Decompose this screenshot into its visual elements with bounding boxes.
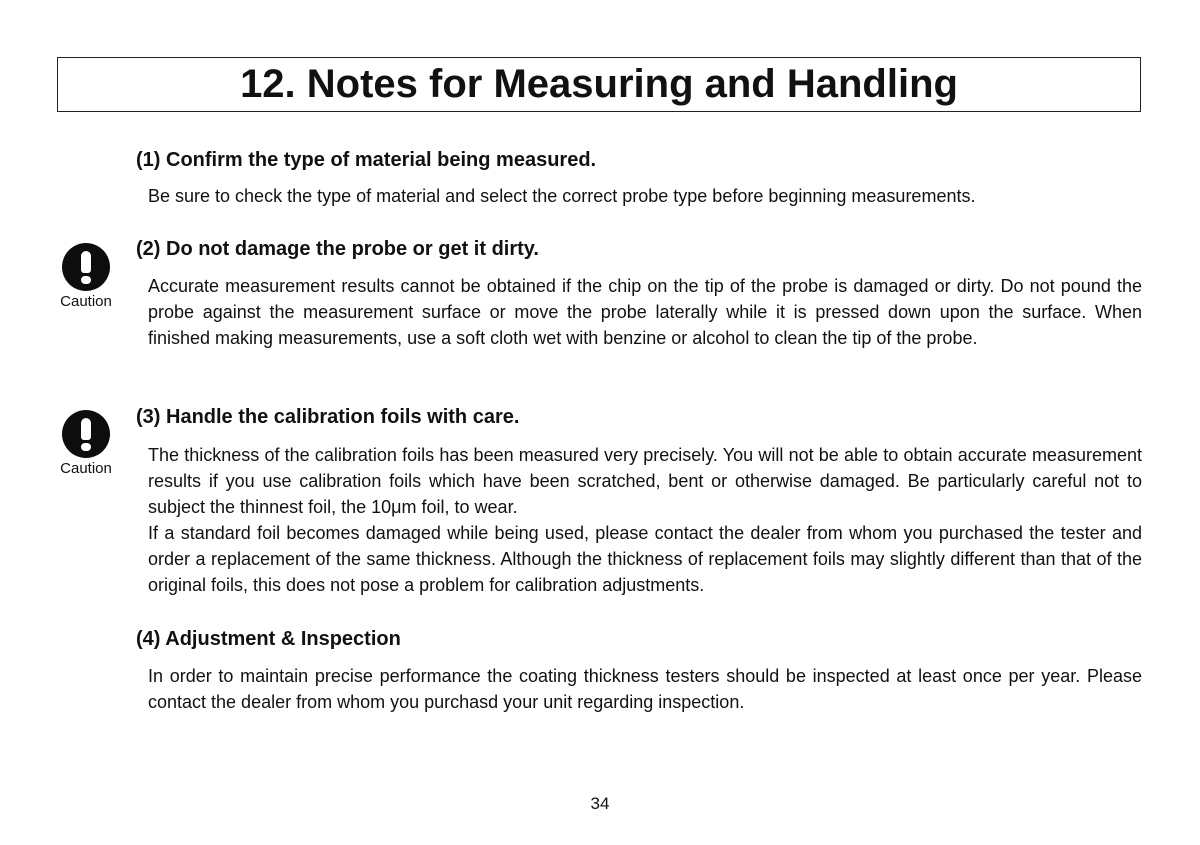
- caution-badge: [54, 243, 118, 311]
- paragraph: If a standard foil becomes damaged while being used, please contact the dealer from whom you purchased the tester and order a replacement of the same thickness. Although the thickness of replacement foils may slightly different than that of the original foils, this does not pose a problem for calibration adjustments.: [148, 523, 1142, 595]
- page-number: 34: [590, 794, 610, 813]
- caution-badge: [54, 410, 118, 478]
- caution-label: Caution: [60, 293, 112, 310]
- section-heading: (4) Adjustment & Inspection: [136, 628, 401, 650]
- section-heading: (1) Confirm the type of material being measured.: [136, 149, 597, 171]
- section-body: [148, 663, 1142, 715]
- exclamation-icon: [62, 243, 110, 291]
- paragraph: Accurate measurement results cannot be obtained if the chip on the tip of the probe is damaged or dirty. Do not pound the probe against the measurement surface or move the probe laterally while it is pressed down upon the surface. When finished making measurements, use a soft cloth wet with benzine or alcohol to clean the tip of the probe.: [148, 276, 1142, 348]
- caution-label: Caution: [60, 460, 112, 477]
- page-title: 12. Notes for Measuring and Handling: [240, 62, 958, 106]
- exclamation-icon: [62, 410, 110, 458]
- section-body: [148, 442, 1142, 598]
- paragraph: Be sure to check the type of material and select the correct probe type before beginning measurements.: [148, 186, 976, 206]
- section-body: [148, 273, 1142, 351]
- paragraph: The thickness of the calibration foils has been measured very precisely. You will not be able to obtain accurate measurement results if you use calibration foils which have been scratched, bent or otherwise damaged. Be particularly careful not to subject the thinnest foil, the 10μm foil, to wear.: [148, 445, 1142, 517]
- section-heading: (2) Do not damage the probe or get it dirty.: [136, 238, 539, 260]
- paragraph: In order to maintain precise performance the coating thickness testers should be inspected at least once per year. Please contact the dealer from whom you purchasd your unit regarding inspection.: [148, 666, 1142, 712]
- page-title-box: [57, 57, 1141, 112]
- section-heading: (3) Handle the calibration foils with care.: [136, 406, 520, 428]
- section-body: [148, 183, 1142, 209]
